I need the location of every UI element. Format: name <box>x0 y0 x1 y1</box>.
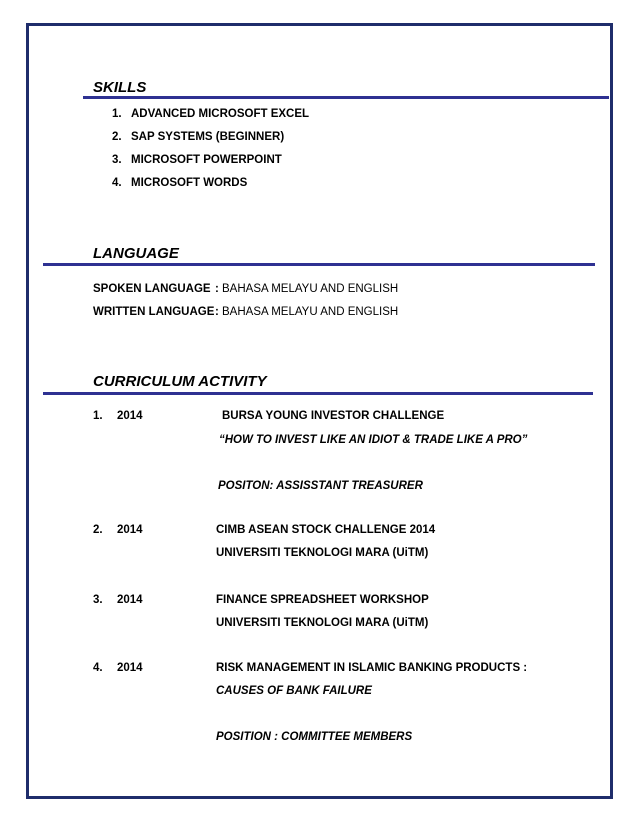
skills-rule <box>83 96 609 99</box>
language-colon: : <box>215 306 219 318</box>
curriculum-heading: CURRICULUM ACTIVITY <box>93 373 267 390</box>
activity-position: POSITON: ASSISSTANT TREASURER <box>218 480 423 492</box>
activity-num: 3. <box>93 594 103 606</box>
skills-item: SAP SYSTEMS (BEGINNER) <box>131 131 285 143</box>
skills-heading: SKILLS <box>93 79 147 96</box>
activity-subtitle: “HOW TO INVEST LIKE AN IDIOT & TRADE LIKE A PRO” <box>219 434 528 446</box>
activity-organizer: UNIVERSITI TEKNOLOGI MARA (UiTM) <box>216 547 429 559</box>
curriculum-rule <box>43 392 593 395</box>
language-value: BAHASA MELAYU AND ENGLISH <box>222 283 399 295</box>
activity-num: 1. <box>93 410 103 422</box>
activity-year: 2014 <box>117 662 143 674</box>
skills-item: MICROSOFT WORDS <box>131 177 248 189</box>
activity-title: CIMB ASEAN STOCK CHALLENGE 2014 <box>216 524 436 536</box>
activity-subtitle: CAUSES OF BANK FAILURE <box>216 685 372 697</box>
skills-item-num: 4. <box>112 177 122 189</box>
language-rule <box>43 263 595 266</box>
language-colon: : <box>215 283 219 295</box>
activity-title: BURSA YOUNG INVESTOR CHALLENGE <box>222 410 445 422</box>
activity-title: RISK MANAGEMENT IN ISLAMIC BANKING PRODUCTS : <box>216 662 528 674</box>
activity-organizer: UNIVERSITI TEKNOLOGI MARA (UiTM) <box>216 617 429 629</box>
activity-title: FINANCE SPREADSHEET WORKSHOP <box>216 594 429 606</box>
language-label: SPOKEN LANGUAGE <box>93 283 211 295</box>
language-heading: LANGUAGE <box>93 245 179 262</box>
language-value: BAHASA MELAYU AND ENGLISH <box>222 306 399 318</box>
activity-num: 2. <box>93 524 103 536</box>
skills-item-num: 3. <box>112 154 122 166</box>
skills-item-num: 2. <box>112 131 122 143</box>
skills-item-num: 1. <box>112 108 122 120</box>
activity-num: 4. <box>93 662 103 674</box>
skills-item: ADVANCED MICROSOFT EXCEL <box>131 108 310 120</box>
language-label: WRITTEN LANGUAGE <box>93 306 215 318</box>
activity-year: 2014 <box>117 524 143 536</box>
skills-item: MICROSOFT POWERPOINT <box>131 154 282 166</box>
activity-position: POSITION : COMMITTEE MEMBERS <box>216 731 413 743</box>
activity-year: 2014 <box>117 594 143 606</box>
activity-year: 2014 <box>117 410 143 422</box>
